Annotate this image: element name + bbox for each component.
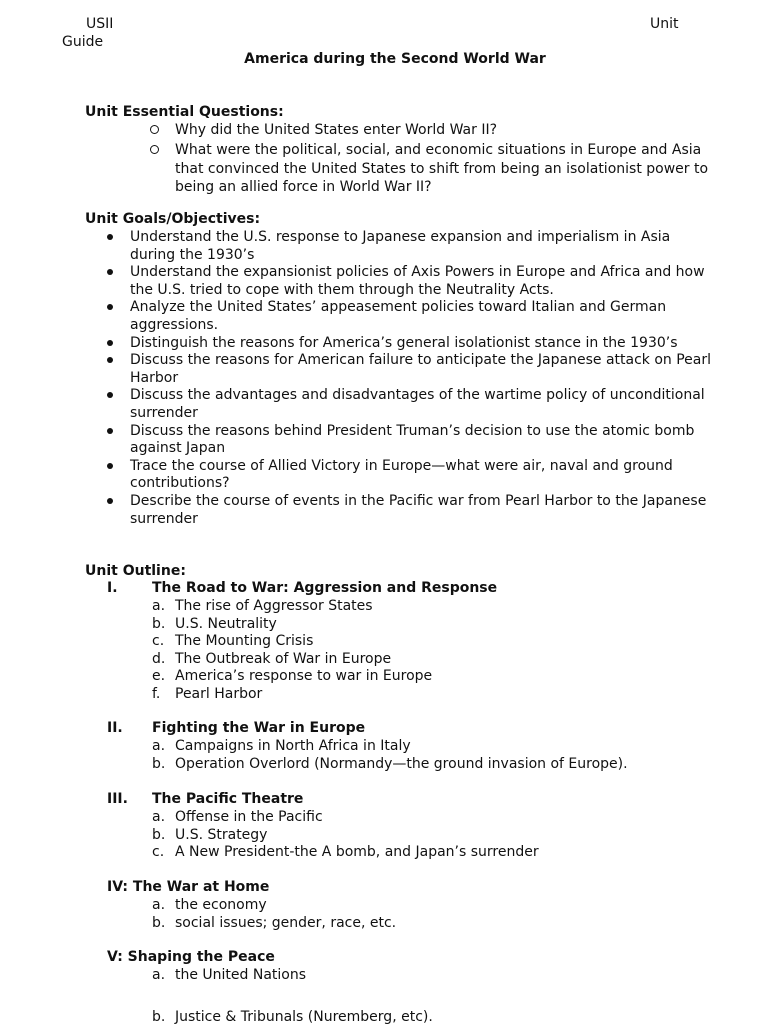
outline-section-items bbox=[152, 598, 432, 704]
item-letter: b. bbox=[152, 914, 166, 931]
outline-section-title: The Road to War: Aggression and Response bbox=[152, 580, 498, 596]
item-letter: c. bbox=[152, 844, 165, 861]
goals-list bbox=[107, 229, 717, 528]
item-letter: b. bbox=[152, 615, 166, 632]
item-letter: a. bbox=[152, 897, 166, 913]
list-item bbox=[107, 264, 717, 299]
item-letter: a. bbox=[152, 598, 166, 614]
essential-questions-list bbox=[150, 121, 720, 198]
list-item bbox=[107, 458, 717, 493]
item-letter: b. bbox=[152, 755, 166, 772]
item-text: the economy bbox=[175, 897, 267, 913]
goal-text: Discuss the advantages and disadvantages of the wartime policy of unconditional surrender bbox=[130, 387, 705, 421]
bullet-icon bbox=[107, 357, 113, 363]
list-item bbox=[152, 897, 396, 915]
question-text: What were the political, social, and economic situations in Europe and Asia that convinced the United States to shift from being an isolationist power to being an allied force in World War II? bbox=[175, 142, 709, 195]
question-text: Why did the United States enter World War II? bbox=[175, 122, 498, 138]
list-item bbox=[107, 352, 717, 387]
list-item bbox=[152, 827, 539, 845]
list-item bbox=[107, 299, 717, 334]
list-item bbox=[152, 686, 432, 704]
goal-text: Distinguish the reasons for America’s general isolationist stance in the 1930’s bbox=[130, 334, 678, 351]
outline-section-numeral: II. bbox=[107, 720, 123, 736]
item-text: The Mounting Crisis bbox=[175, 633, 314, 650]
bullet-icon bbox=[107, 234, 113, 240]
outline-section-numeral: I. bbox=[107, 580, 118, 596]
outline-section-title: V: Shaping the Peace bbox=[107, 949, 275, 965]
item-letter: c. bbox=[152, 633, 165, 650]
item-letter: f. bbox=[152, 685, 161, 702]
item-text: The rise of Aggressor States bbox=[175, 598, 373, 614]
course-label bbox=[62, 16, 182, 51]
item-text: Operation Overlord (Normandy—the ground invasion of Europe). bbox=[175, 755, 628, 772]
item-letter: e. bbox=[152, 668, 166, 685]
outline-section-items bbox=[152, 738, 628, 773]
list-item bbox=[152, 915, 396, 933]
outline-section-title: Fighting the War in Europe bbox=[152, 720, 366, 736]
item-letter: a. bbox=[152, 738, 166, 754]
item-text: U.S. Strategy bbox=[175, 826, 268, 843]
course-label-line2: Guide bbox=[62, 33, 104, 50]
item-text: Offense in the Pacific bbox=[175, 809, 323, 825]
goal-text: Analyze the United States’ appeasement policies toward Italian and German aggressions. bbox=[130, 299, 667, 333]
circle-bullet-icon bbox=[150, 125, 159, 134]
goal-text: Trace the course of Allied Victory in Europe—what were air, naval and ground contributions? bbox=[130, 457, 673, 492]
goal-text: Describe the course of events in the Pacific war from Pearl Harbor to the Japanese surrender bbox=[130, 492, 707, 527]
bullet-icon bbox=[107, 463, 113, 469]
outline-section-numeral: III. bbox=[107, 791, 128, 807]
list-item bbox=[152, 633, 432, 651]
item-letter: a. bbox=[152, 967, 166, 983]
item-text: Justice & Tribunals (Nuremberg, etc). bbox=[175, 1009, 433, 1025]
item-letter: b. bbox=[152, 826, 166, 843]
goal-text: Discuss the reasons for American failure to anticipate the Japanese attack on Pearl Harbor bbox=[130, 352, 712, 386]
outline-heading: Unit Outline: bbox=[85, 563, 186, 579]
list-item bbox=[152, 598, 432, 616]
outline-section-items bbox=[152, 967, 306, 985]
item-text: The Outbreak of War in Europe bbox=[175, 650, 392, 667]
goals-heading: Unit Goals/Objectives: bbox=[85, 211, 261, 227]
item-letter: a. bbox=[152, 809, 166, 825]
bullet-icon bbox=[107, 269, 113, 275]
list-item bbox=[152, 616, 432, 634]
bullet-icon bbox=[107, 498, 113, 504]
list-item bbox=[150, 141, 720, 197]
outline-section-items bbox=[152, 809, 539, 862]
list-item bbox=[152, 967, 306, 985]
item-text: U.S. Neutrality bbox=[175, 615, 277, 632]
outline-section-title: IV: The War at Home bbox=[107, 879, 270, 895]
list-item bbox=[152, 809, 539, 827]
list-item bbox=[107, 493, 717, 528]
list-item bbox=[150, 121, 720, 140]
bullet-icon bbox=[107, 428, 113, 434]
item-text: social issues; gender, race, etc. bbox=[175, 914, 397, 931]
list-item bbox=[107, 423, 717, 458]
document-title: America during the Second World War bbox=[244, 51, 546, 67]
bullet-icon bbox=[107, 304, 113, 310]
outline-section-items bbox=[152, 897, 396, 932]
goal-text: Understand the expansionist policies of Axis Powers in Europe and Africa and how the U.S. tried to cope with them through the Neutrality Acts. bbox=[130, 264, 705, 298]
unit-label: Unit bbox=[650, 16, 679, 32]
item-text: Campaigns in North Africa in Italy bbox=[175, 738, 411, 754]
circle-bullet-icon bbox=[150, 145, 159, 154]
bullet-icon bbox=[107, 340, 113, 346]
outline-section-title: The Pacific Theatre bbox=[152, 791, 304, 807]
item-text: the United Nations bbox=[175, 967, 307, 983]
list-item bbox=[107, 387, 717, 422]
list-item bbox=[152, 844, 539, 862]
list-item bbox=[107, 335, 717, 353]
essential-questions-heading: Unit Essential Questions: bbox=[85, 104, 284, 120]
item-text: A New President-the A bomb, and Japan’s surrender bbox=[175, 844, 539, 861]
goal-text: Understand the U.S. response to Japanese expansion and imperialism in Asia during the 1930’s bbox=[130, 229, 671, 263]
bullet-icon bbox=[107, 392, 113, 398]
item-letter: d. bbox=[152, 650, 166, 667]
goal-text: Discuss the reasons behind President Truman’s decision to use the atomic bomb against Japan bbox=[130, 422, 695, 457]
item-text: Pearl Harbor bbox=[175, 685, 263, 702]
list-item bbox=[152, 738, 628, 756]
course-label-line1: USII bbox=[86, 16, 114, 32]
list-item bbox=[107, 229, 717, 264]
list-item bbox=[152, 668, 432, 686]
item-letter: b. bbox=[152, 1009, 166, 1025]
list-item bbox=[152, 756, 628, 774]
item-text: America’s response to war in Europe bbox=[175, 668, 433, 685]
list-item bbox=[152, 651, 432, 669]
